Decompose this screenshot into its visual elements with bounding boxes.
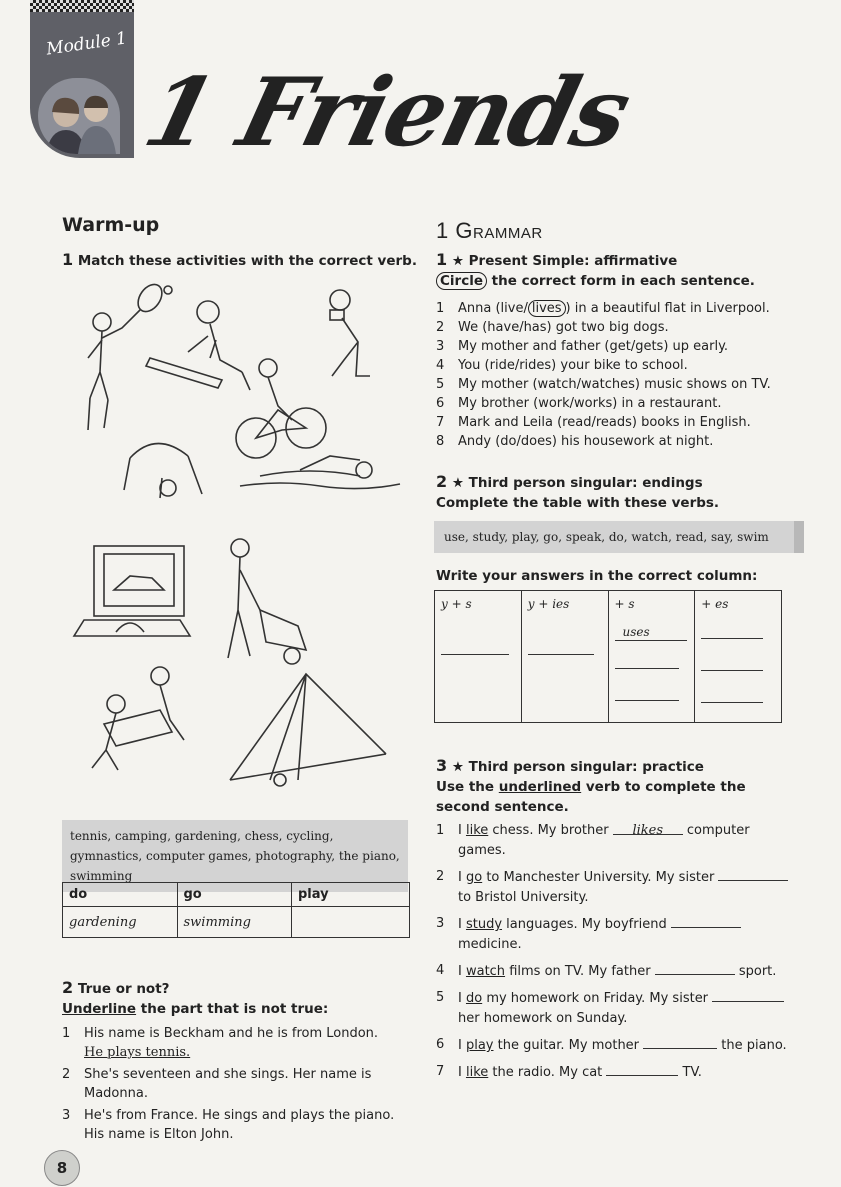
tent-figure bbox=[230, 674, 386, 786]
answer-blank bbox=[643, 1035, 717, 1049]
ex-number: 2 bbox=[62, 978, 74, 997]
list-item: 4 I watch films on TV. My father sport. bbox=[436, 963, 777, 979]
table-cell-play bbox=[292, 907, 410, 938]
endings-column-y-s: y + s bbox=[435, 591, 522, 723]
answer-blank bbox=[655, 961, 735, 975]
list-item: 1 Anna (live/ lives ) in a beautiful flat in Liverpool. bbox=[436, 301, 770, 316]
answer-blank bbox=[712, 988, 784, 1002]
ex-instruction: the part that is not true: bbox=[136, 1001, 329, 1017]
answer-example: uses bbox=[615, 625, 687, 641]
answer-line bbox=[701, 625, 763, 639]
checker-strip bbox=[30, 0, 134, 12]
verbs-word-box: use, study, play, go, speak, do, watch, read, say, swim bbox=[434, 521, 794, 553]
star-icon: ★ bbox=[451, 759, 464, 775]
answer-blank bbox=[671, 914, 741, 928]
table-header-play: play bbox=[292, 883, 410, 907]
answer-line bbox=[615, 655, 679, 669]
answer-line bbox=[701, 689, 763, 703]
list-item: 7 I like the radio. My cat TV. bbox=[436, 1064, 702, 1080]
chess-figure bbox=[92, 667, 184, 770]
photographer-figure bbox=[330, 290, 370, 376]
table-cell-go: swimming bbox=[177, 907, 292, 938]
table-cell-do: gardening bbox=[63, 907, 178, 938]
list-item: 4 You (ride/rides) your bike to school. bbox=[436, 358, 688, 373]
answer-line bbox=[528, 641, 594, 655]
list-item: 3 I study languages. My boyfriend medicine. bbox=[436, 914, 796, 955]
computer-figure bbox=[74, 546, 190, 636]
endings-column-s: + s uses bbox=[608, 591, 695, 723]
list-item: 6 I play the guitar. My mother the piano. bbox=[436, 1037, 787, 1053]
list-item: 5 I do my homework on Friday. My sister her homework on Sunday. bbox=[436, 988, 796, 1029]
do-go-play-table bbox=[62, 882, 410, 938]
unit-title: 1 Friends bbox=[134, 58, 639, 168]
underlined-answer: He plays tennis. bbox=[84, 1045, 191, 1060]
answer-blank: likes bbox=[613, 821, 683, 835]
circle-word: Circle bbox=[436, 272, 487, 290]
practice-list bbox=[436, 821, 796, 1083]
ex-title: True or not? bbox=[77, 981, 170, 997]
grammar-ex2-instruction2: Write your answers in the correct column: bbox=[436, 568, 758, 584]
ex-number: 1 bbox=[62, 250, 74, 269]
module-label: Module 1 bbox=[45, 28, 129, 60]
underline-word: Underline bbox=[62, 1001, 137, 1017]
cyclist-figure bbox=[236, 359, 326, 458]
table-header-do: do bbox=[63, 883, 178, 907]
gardener-figure bbox=[228, 539, 306, 664]
gymnast-figure bbox=[124, 443, 202, 498]
list-item: 7 Mark and Leila (read/reads) books in English. bbox=[436, 415, 751, 430]
swimmer-figure bbox=[240, 456, 400, 489]
activities-word-box: tennis, camping, gardening, chess, cycling, gymnastics, computer games, photography, the piano, swimming bbox=[62, 820, 408, 892]
answer-line bbox=[441, 641, 509, 655]
grammar-heading: 1 Grammar bbox=[436, 218, 543, 243]
module-photo bbox=[38, 78, 120, 154]
list-item: 6 My brother (work/works) in a restaurant. bbox=[436, 396, 722, 411]
endings-column-es: + es bbox=[695, 591, 782, 723]
list-item: 2 I go to Manchester University. My sister to Bristol University. bbox=[436, 867, 796, 908]
list-item: 8 Andy (do/does) his housework at night. bbox=[436, 434, 714, 449]
list-item: 3 My mother and father (get/gets) up early. bbox=[436, 339, 729, 354]
list-item: 1 I like chess. My brother likes computer games. bbox=[436, 823, 750, 858]
circled-answer: lives bbox=[528, 300, 566, 317]
list-item: 2 She's seventeen and she sings. Her name is Madonna. bbox=[62, 1067, 372, 1101]
star-icon: ★ bbox=[451, 253, 464, 269]
piano-player-figure bbox=[146, 301, 250, 390]
list-item: 5 My mother (watch/watches) music shows on TV. bbox=[436, 377, 771, 392]
grammar-ex3-heading: 3 ★ Third person singular: practice Use the underlined verb to complete the second sentence. bbox=[436, 756, 746, 815]
star-icon: ★ bbox=[451, 475, 464, 491]
grammar-ex2-heading: 2 ★ Third person singular: endings Complete the table with these verbs. bbox=[436, 472, 720, 511]
table-header-go: go bbox=[177, 883, 292, 907]
tennis-player-figure bbox=[88, 280, 172, 430]
ex-instruction: Match these activities with the correct verb. bbox=[77, 253, 417, 269]
endings-column-y-ies: y + ies bbox=[521, 591, 608, 723]
activities-illustration bbox=[60, 280, 420, 800]
list-item: 2 We (have/has) got two big dogs. bbox=[436, 320, 669, 335]
present-simple-list bbox=[436, 299, 796, 451]
answer-blank bbox=[718, 867, 788, 881]
warmup-heading: Warm-up bbox=[62, 214, 160, 236]
endings-table bbox=[434, 590, 782, 723]
answer-line bbox=[615, 687, 679, 701]
warmup-ex2-heading bbox=[62, 978, 422, 1019]
list-item: 1 His name is Beckham and he is from London. He plays tennis. bbox=[62, 1026, 379, 1060]
page-number: 8 bbox=[44, 1150, 80, 1186]
true-or-not-list bbox=[62, 1024, 412, 1144]
list-item: 3 He's from France. He sings and plays the piano. His name is Elton John. bbox=[62, 1108, 395, 1142]
warmup-ex1-heading bbox=[62, 250, 422, 271]
answer-blank bbox=[606, 1062, 678, 1076]
grammar-ex1-heading: 1 ★ Present Simple: affirmative Circle the correct form in each sentence. bbox=[436, 250, 755, 289]
answer-line bbox=[701, 657, 763, 671]
